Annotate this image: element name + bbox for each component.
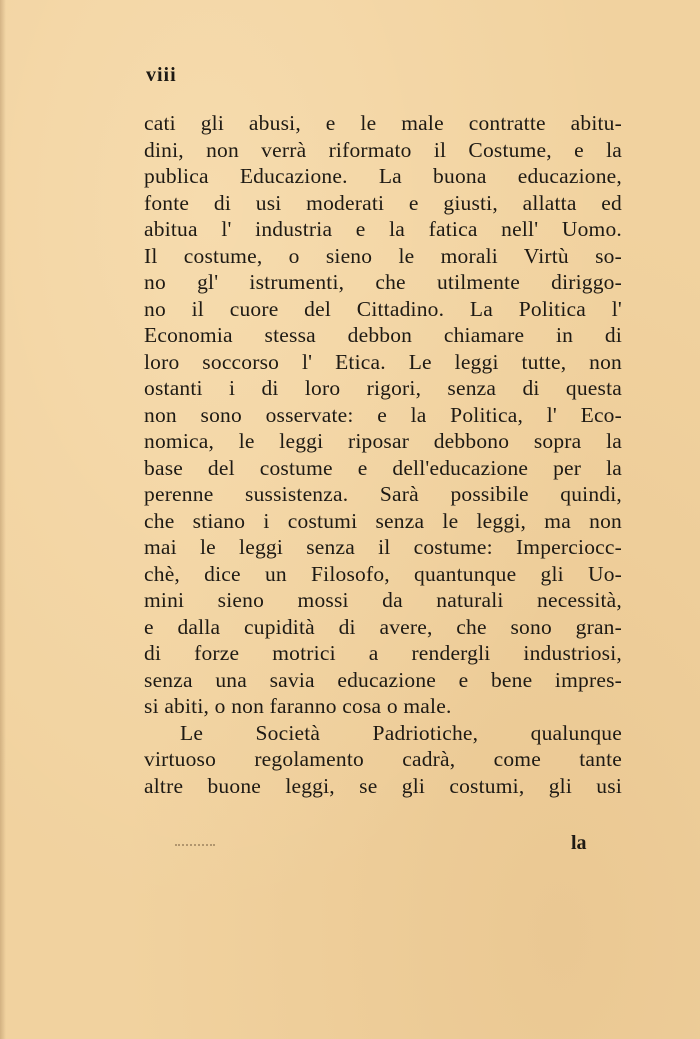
text-line: cati gli abusi, e le male contratte abitu- <box>144 111 622 135</box>
page-edge-shadow <box>0 0 6 1039</box>
page-number: viii <box>146 64 177 86</box>
text-line: mini sieno mossi da naturali necessità, <box>144 588 622 612</box>
text-line: mai le leggi senza il costume: Imperciocc- <box>144 535 622 559</box>
text-line: perenne sussistenza. Sarà possibile quindi, <box>144 482 622 506</box>
text-line: virtuoso regolamento cadrà, come tante <box>144 747 622 771</box>
body-text <box>144 110 622 799</box>
text-line: fonte di usi moderati e giusti, allatta ed <box>144 190 622 215</box>
text-line: si abiti, o non faranno cosa o male. <box>144 694 452 718</box>
text-line: no il cuore del Cittadino. La Politica l' <box>144 296 622 321</box>
text-line: e dalla cupidità di avere, che sono gran- <box>144 614 622 639</box>
text-line: abitua l' industria e la fatica nell' Uomo. <box>144 217 622 241</box>
text-line: Il costume, o sieno le morali Virtù so- <box>144 243 622 268</box>
text-line: senza una savia educazione e bene impres- <box>144 667 622 692</box>
text-line: chè, dice un Filosofo, quantunque gli Uo- <box>144 561 622 586</box>
catchword: la <box>571 832 587 854</box>
text-line: no gl' istrumenti, che utilmente diriggo- <box>144 270 622 294</box>
text-line: base del costume e dell'educazione per la <box>144 455 622 480</box>
text-line: dini, non verrà riformato il Costume, e la <box>144 137 622 162</box>
text-line: Le Società Padriotiche, qualunque <box>180 720 622 745</box>
text-line: ostanti i di loro rigori, senza di questa <box>144 376 622 400</box>
text-line: Economia stessa debbon chiamare in di <box>144 323 622 347</box>
text-line: che stiano i costumi senza le leggi, ma non <box>144 508 622 533</box>
text-line: loro soccorso l' Etica. Le leggi tutte, non <box>144 349 622 374</box>
text-line: di forze motrici a rendergli industriosi, <box>144 641 622 665</box>
ink-specks <box>175 836 215 846</box>
text-line: publica Educazione. La buona educazione, <box>144 164 622 188</box>
text-line: altre buone leggi, se gli costumi, gli usi <box>144 773 622 798</box>
text-line: non sono osservate: e la Politica, l' Eco- <box>144 402 622 427</box>
text-line: nomica, le leggi riposar debbono sopra la <box>144 429 622 453</box>
